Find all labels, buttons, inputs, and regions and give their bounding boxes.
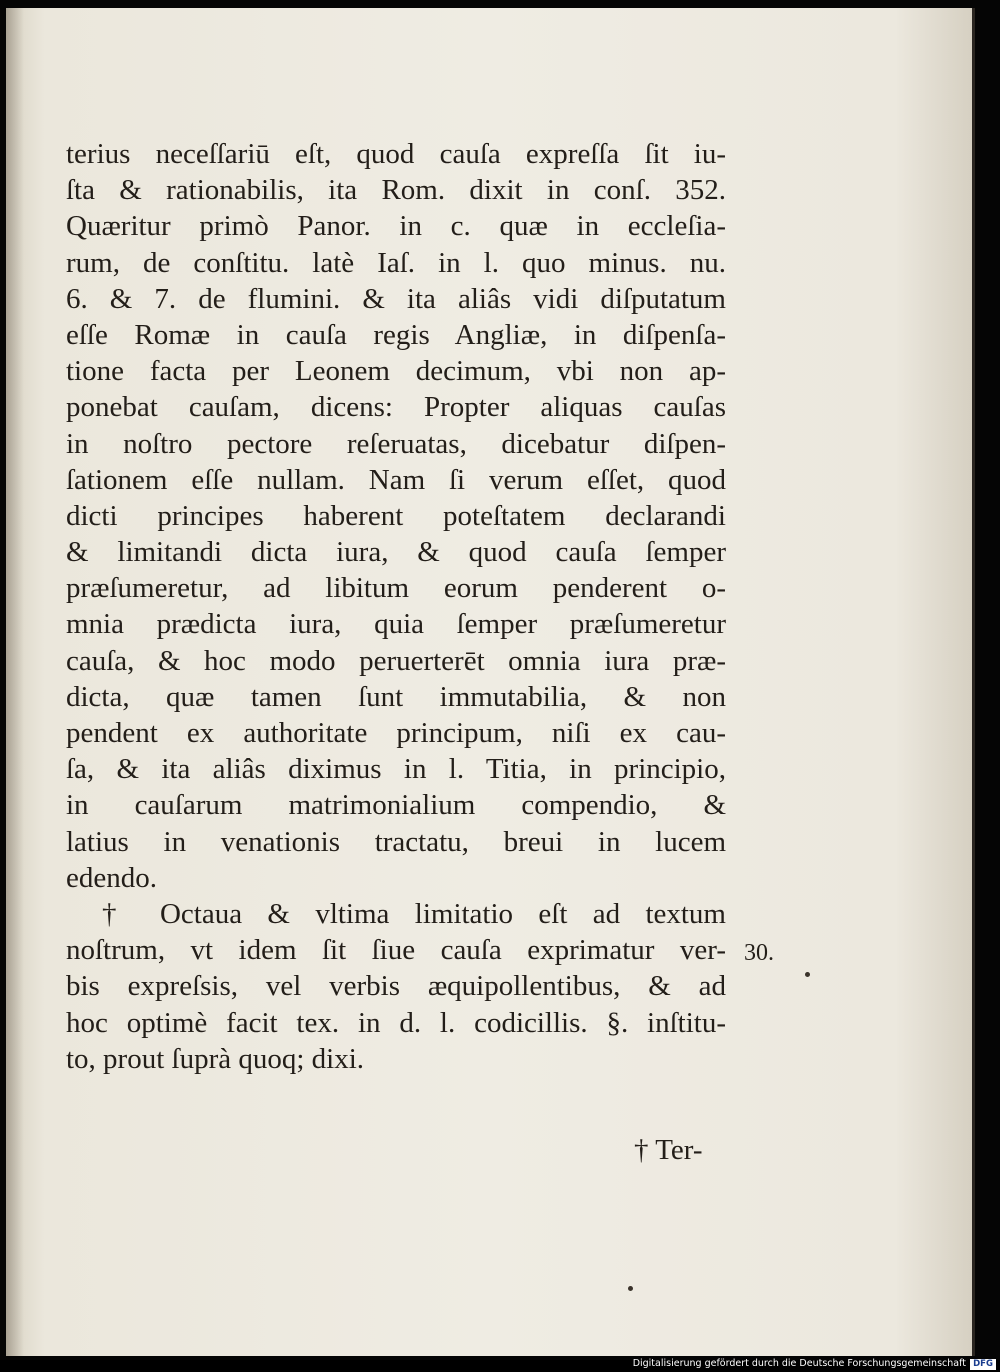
footer-credit: Digitalisierung gefördert durch die Deutsche Forschungsgemeinschaft — [632, 1358, 966, 1369]
text-line: præſumeretur, ad libitum eorum penderent o- — [66, 572, 726, 605]
text-line: in cauſarum matrimonialium compendio, & — [66, 789, 726, 822]
text-line: terius neceſſariū eſt, quod cauſa expreſſa ſit iu- — [66, 138, 726, 170]
dfg-logo: DFG — [970, 1359, 996, 1370]
text-line: dicti principes haberent poteſtatem declarandi — [66, 499, 726, 532]
text-line: noſtrum, vt idem ſit ſiue cauſa exprimatur ver- — [66, 934, 726, 967]
text-line: eſſe Romæ in cauſa regis Angliæ, in diſpenſa- — [66, 318, 726, 351]
text-line: bis expreſsis, vel verbis æquipollentibus, & ad — [66, 970, 726, 1003]
text-line: pendent ex authoritate principum, niſi ex cau- — [66, 717, 726, 749]
body-text — [66, 136, 726, 1077]
paper-speck — [628, 1286, 633, 1291]
text-line: tione facta per Leonem decimum, vbi non ap- — [66, 355, 726, 388]
text-line: ſationem eſſe nullam. Nam ſi verum eſſet, quod — [66, 463, 726, 496]
text-line: edendo. — [66, 861, 157, 894]
text-line: ſa, & ita aliâs diximus in l. Titia, in principio, — [66, 753, 726, 786]
catchword: † Ter- — [634, 1134, 703, 1166]
text-line: latius in venationis tractatu, breui in lucem — [66, 825, 726, 858]
text-line: rum, de conſtitu. latè Iaſ. in l. quo minus. nu. — [66, 246, 726, 279]
text-line: in noſtro pectore reſeruatas, dicebatur diſpen- — [66, 427, 726, 460]
text-line: hoc optimè facit tex. in d. l. codicillis. §. inſtitu- — [66, 1006, 726, 1039]
margin-note-number: 30. — [744, 940, 774, 966]
text-line: Quæritur primò Panor. in c. quæ in eccleſia- — [66, 210, 726, 243]
text-line: mnia prædicta iura, quia ſemper præſumeretur — [66, 608, 726, 641]
text-line: cauſa, & hoc modo peruerterēt omnia iura præ- — [66, 644, 726, 677]
text-line: ſta & rationabilis, ita Rom. dixit in conſ. 352. — [66, 174, 726, 207]
text-line: dicta, quæ tamen ſunt immutabilia, & non — [66, 680, 726, 713]
paper-speck — [805, 972, 810, 977]
text-line: & limitandi dicta iura, & quod cauſa ſemper — [66, 536, 726, 569]
text-line: 6. & 7. de flumini. & ita aliâs vidi diſputatum — [66, 282, 726, 315]
text-line: ponebat cauſam, dicens: Propter aliquas cauſas — [66, 391, 726, 424]
text-line: to, prout ſuprà quoq; dixi. — [66, 1042, 365, 1075]
page-gutter-shadow — [6, 8, 24, 1356]
text-line: † Octaua & vltima limitatio eſt ad textum — [102, 897, 726, 930]
